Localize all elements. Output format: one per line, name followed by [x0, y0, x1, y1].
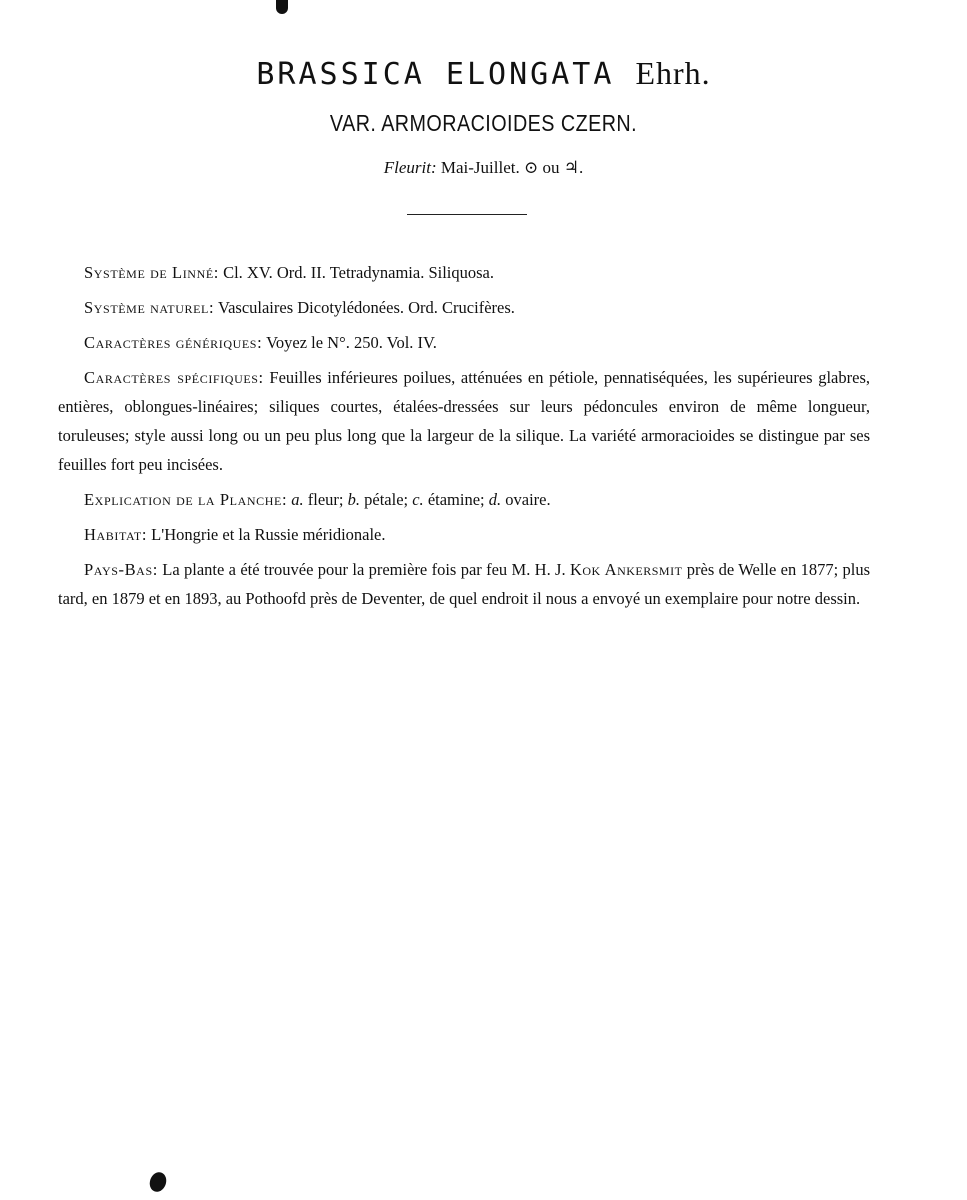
species-author: Ehrh. — [635, 55, 711, 91]
plate-letter: a. — [291, 490, 304, 509]
section-explication — [58, 485, 870, 514]
flowering-label: Fleurit: — [383, 158, 437, 177]
plate-letter: c. — [412, 490, 424, 509]
description-body — [58, 258, 870, 619]
section-text: Cl. XV. Ord. II. Tetradynamia. Siliquosa. — [223, 263, 494, 282]
section-naturel — [58, 293, 870, 322]
plate-item: étamine; — [427, 490, 485, 509]
section-text: Feuilles inférieures poilues, atténuées en pétiole, pennatiséquées, les supérieures glabres, entières, oblongues-linéaires; siliques courtes, étalées-dressées sur leurs pédoncules environ de même longueur, toruleuses; style aussi long ou un peu plus long que la largeur de la silique. La variété armoracioides se distingue par ses feuilles fort peu incisées. — [58, 368, 870, 474]
section-heading: Caractères spécifiques: — [84, 368, 264, 387]
section-text: près de Welle en 1877; plus tard, en 1879 et en 1893, au Pothoofd près de Deventer, de quel endroit il nous a envoyé un exemplaire pour notre dessin. — [58, 560, 871, 608]
collector-name: Kok Ankersmit — [569, 560, 683, 579]
species-name: BRASSICA ELONGATA — [256, 57, 615, 92]
section-heading: Système de Linné: — [84, 263, 219, 282]
section-paysbas — [58, 555, 870, 613]
section-heading: Habitat: — [84, 525, 148, 544]
flowering-line — [0, 158, 967, 178]
flowering-value: Mai-Juillet. ⊙ ou ♃. — [440, 158, 584, 177]
plate-letter: d. — [488, 490, 502, 509]
section-heading: Pays-Bas: — [84, 560, 158, 579]
section-linne — [58, 258, 870, 287]
ink-speck — [276, 0, 288, 14]
section-specifiques — [58, 363, 870, 479]
section-text: Voyez le N°. 250. Vol. IV. — [266, 333, 437, 352]
plate-letter: b. — [347, 490, 360, 509]
divider-rule — [407, 214, 527, 215]
species-title — [0, 55, 967, 92]
section-text: L'Hongrie et la Russie méridionale. — [151, 525, 386, 544]
ink-speck — [147, 1170, 169, 1194]
plate-item: ovaire. — [505, 490, 551, 509]
section-generiques — [58, 328, 870, 357]
plate-item: pétale; — [364, 490, 409, 509]
section-text: La plante a été trouvée pour la première fois par feu M. H. J. — [162, 560, 566, 579]
variety-title: VAR. ARMORACIOIDES CZERN. — [329, 110, 638, 136]
section-text: Vasculaires Dicotylédonées. Ord. Crucifères. — [217, 298, 515, 317]
section-heading: Caractères génériques: — [84, 333, 263, 352]
plate-item: fleur; — [307, 490, 344, 509]
section-habitat — [58, 520, 870, 549]
section-heading: Système naturel: — [84, 298, 215, 317]
section-heading: Explication de la Planche: — [84, 490, 288, 509]
